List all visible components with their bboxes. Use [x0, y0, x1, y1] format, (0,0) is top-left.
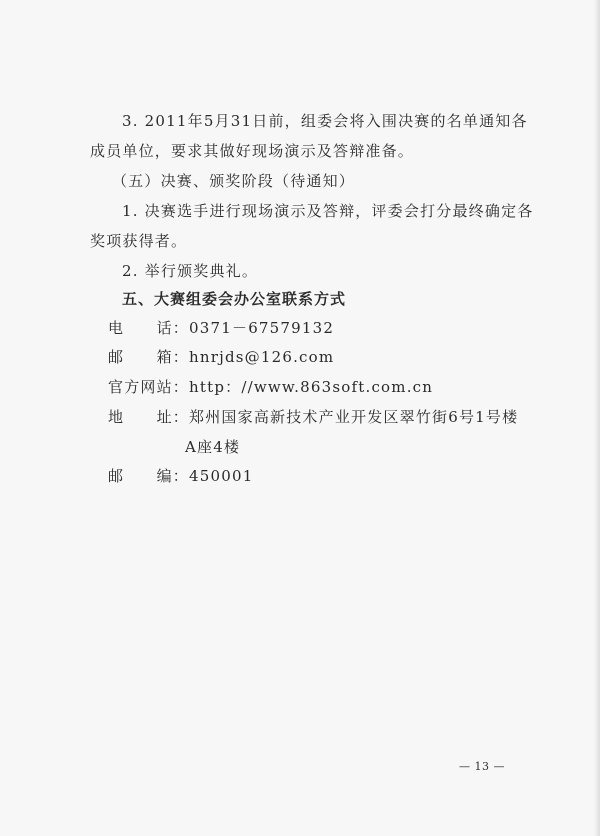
- paragraph-3-line-2: 成员单位，要求其做好现场演示及答辩准备。: [90, 142, 415, 160]
- phone-value: 0371－67579132: [189, 319, 335, 337]
- section-5-heading: （五）决赛、颁奖阶段（待通知）: [112, 172, 356, 190]
- contact-heading: 五、大赛组委会办公室联系方式: [122, 290, 347, 308]
- contact-address-row: [108, 406, 518, 427]
- postcode-value: 450001: [189, 467, 254, 485]
- paragraph-3-line-1: 3. 2011年5月31日前，组委会将入围决赛的名单通知各: [122, 112, 528, 130]
- email-label: 邮 箱：: [108, 348, 190, 366]
- item-1-line-1: 1. 决赛选手进行现场演示及答辩，评委会打分最终确定各: [122, 202, 534, 220]
- contact-email-row: [108, 346, 334, 367]
- phone-label: 电 话：: [108, 319, 190, 337]
- contact-website-row: [108, 376, 433, 397]
- website-value: http：//www.863soft.com.cn: [189, 378, 434, 396]
- page-number: — 13 —: [459, 760, 505, 773]
- contact-phone-row: [108, 317, 334, 338]
- address-line-1: 郑州国家高新技术产业开发区翠竹街6号1号楼: [189, 408, 519, 426]
- website-label: 官方网站：: [108, 378, 190, 396]
- contact-postcode-row: [108, 465, 253, 486]
- address-line-2: A座4楼: [185, 438, 241, 456]
- email-value: hnrjds@126.com: [189, 348, 335, 366]
- postcode-label: 邮 编：: [108, 467, 190, 485]
- item-1-line-2: 奖项获得者。: [90, 232, 188, 250]
- item-2: 2. 举行颁奖典礼。: [122, 262, 259, 280]
- address-label: 地 址：: [108, 408, 190, 426]
